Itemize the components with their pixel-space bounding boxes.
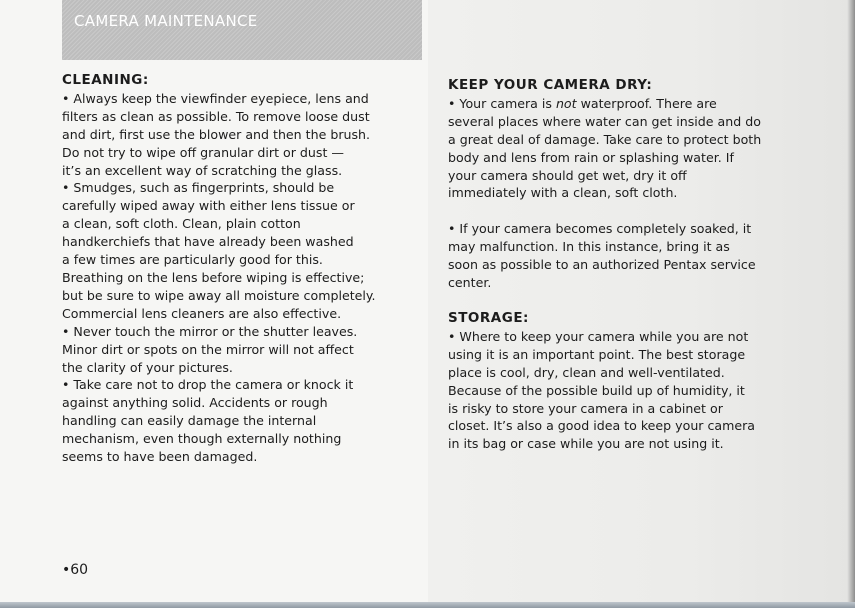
keep-dry-paragraph-waterproof: [448, 95, 793, 202]
not-emphasis: not: [555, 95, 577, 111]
waterproof-text-end: waterproof. There are several places where water can get inside and do a great deal of damage. Take care to protect both body and lens from rain or splashing water. If your camera should get wet, dry it off immediately with a clean, soft cloth.: [448, 95, 762, 201]
cleaning-paragraph-handling: • Take care not to drop the camera or knock it against anything solid. Accidents or rough handling can easily damage the internal mechanism, even though externally nothing seems to have been damaged.: [62, 377, 354, 465]
paragraph-gap: [448, 292, 793, 310]
cleaning-column: [62, 72, 412, 466]
page-number: •60: [62, 562, 89, 578]
cleaning-paragraph-mirror: • Never touch the mirror or the shutter leaves. Minor dirt or spots on the mirror will not affect the clarity of your pictures.: [62, 323, 358, 375]
section-title: CAMERA MAINTENANCE: [74, 12, 258, 30]
section-header-band: [62, 0, 422, 60]
keep-dry-heading: KEEP YOUR CAMERA DRY:: [448, 77, 653, 93]
page-edge-shadow: [847, 0, 855, 608]
paragraph-gap: [448, 202, 793, 220]
waterproof-text-start: • Your camera is: [448, 95, 556, 111]
storage-heading: STORAGE:: [448, 309, 529, 326]
dry-storage-column: [448, 77, 793, 453]
scan-bottom-edge: [0, 602, 855, 608]
cleaning-paragraph-dust: • Always keep the viewfinder eyepiece, lens and filters as clean as possible. To remove loose dust and dirt, first use the blower and then the brush. Do not try to wipe off granular dirt or dust — it’s an excellent way of scratching the glass.: [62, 90, 371, 178]
storage-paragraph: • Where to keep your camera while you are not using it is an important point. The best storage place is cool, dry, clean and well-ventilated. Because of the possible build up of humidity, it is risky to store your camera in a cabinet or closet. It’s also a good idea to keep your camera in its bag or case while you are not using it.: [448, 328, 756, 452]
keep-dry-paragraph-soaked: • If your camera becomes completely soaked, it may malfunction. In this instance, bring it as soon as possible to an authorized Pentax service center.: [448, 221, 756, 291]
cleaning-heading: CLEANING:: [62, 72, 149, 88]
cleaning-paragraph-smudges: • Smudges, such as fingerprints, should be carefully wiped away with either lens tissue or a clean, soft cloth. Clean, plain cotton handkerchiefs that have already been washed a few times are particularly good for this. Breathing on the lens before wiping is effective; but be sure to wipe away all moisture completely. Commercial lens cleaners are also effective.: [62, 180, 376, 321]
